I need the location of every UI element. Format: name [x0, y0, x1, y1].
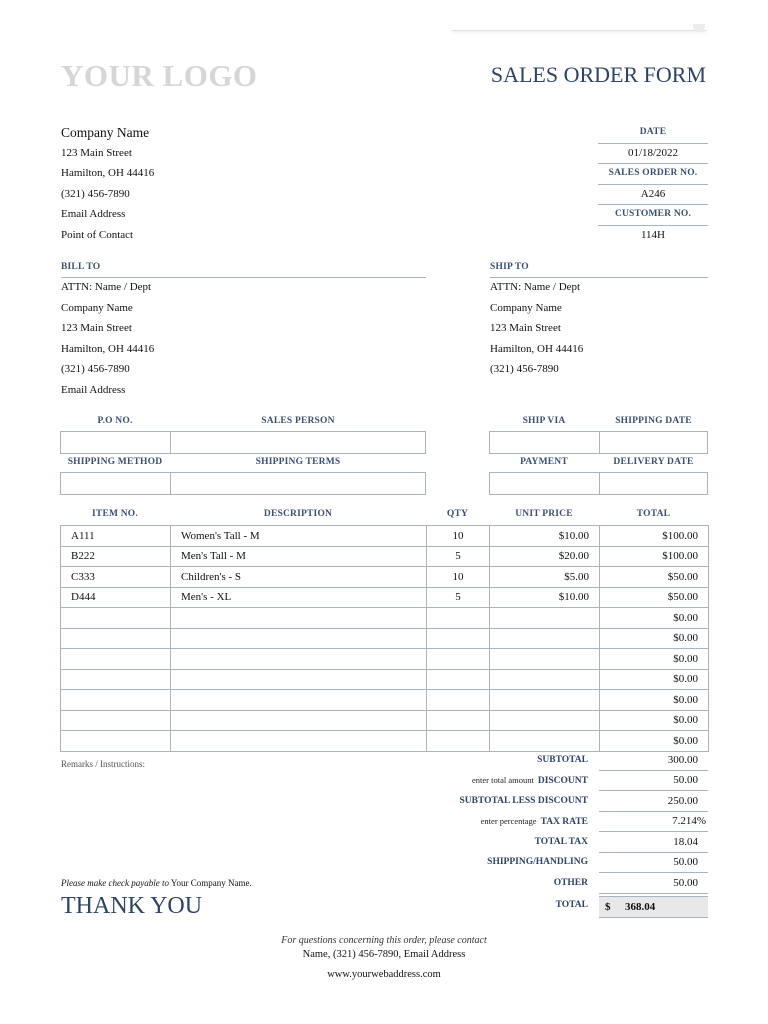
description-cell[interactable]: [171, 731, 427, 752]
item-no-cell[interactable]: [61, 628, 171, 649]
table-row: [61, 690, 709, 711]
summary-rule: [599, 811, 708, 812]
description-cell[interactable]: [171, 649, 427, 670]
unit-price-cell[interactable]: [490, 710, 600, 731]
po-no-label: P.O NO.: [97, 416, 133, 426]
questions-note: For questions concerning this order, please contact: [281, 935, 487, 946]
qty-cell[interactable]: [427, 731, 490, 752]
company-name: Company Name: [61, 125, 150, 140]
line-total-cell: $0.00: [600, 731, 709, 752]
subtotal-label: SUBTOTAL: [537, 755, 588, 765]
item-no-cell[interactable]: [61, 710, 171, 731]
payment-label: PAYMENT: [520, 457, 568, 467]
payable-note-line: [61, 878, 252, 888]
line-total-cell: $0.00: [600, 608, 709, 629]
item-no-cell[interactable]: [61, 690, 171, 711]
bill-to-rule: [61, 277, 426, 278]
description-cell[interactable]: Men's - XL: [171, 587, 427, 608]
table-row: [61, 731, 709, 752]
bill-to-label: BILL TO: [61, 262, 101, 272]
description-cell[interactable]: [171, 690, 427, 711]
discount-row: [380, 775, 588, 786]
bill-to-company: Company Name: [61, 302, 133, 314]
grand-total-label: TOTAL: [555, 900, 588, 910]
grand-total-value: 368.04: [625, 901, 656, 913]
shipping-handling-value[interactable]: 50.00: [673, 856, 698, 868]
description-cell[interactable]: [171, 710, 427, 731]
sales-person-field[interactable]: [170, 431, 426, 454]
qty-cell[interactable]: [427, 690, 490, 711]
unit-price-cell[interactable]: $10.00: [490, 526, 600, 547]
other-label: OTHER: [553, 878, 588, 888]
company-phone: (321) 456-7890: [61, 188, 130, 200]
discount-hint: enter total amount: [472, 775, 534, 785]
other-value[interactable]: 50.00: [673, 877, 698, 889]
sales-order-value[interactable]: A246: [640, 188, 666, 200]
qty-cell[interactable]: [427, 710, 490, 731]
shipping-method-label: SHIPPING METHOD: [67, 457, 163, 467]
bill-to-city: Hamilton, OH 44416: [61, 343, 155, 355]
total-tax-label: TOTAL TAX: [534, 837, 588, 847]
line-total-cell: $0.00: [600, 649, 709, 670]
sales-person-label: SALES PERSON: [261, 416, 335, 426]
customer-no-value[interactable]: 114H: [640, 229, 666, 241]
ship-to-attn: ATTN: Name / Dept: [490, 281, 581, 293]
remarks-label: Remarks / Instructions:: [61, 759, 145, 769]
company-email: Email Address: [61, 208, 126, 220]
description-cell[interactable]: Children's - S: [171, 567, 427, 588]
ship-to-rule: [490, 277, 708, 278]
thank-you-text: THANK YOU: [61, 893, 203, 919]
bill-to-email: Email Address: [61, 384, 126, 396]
ship-to-company: Company Name: [490, 302, 562, 314]
qty-cell[interactable]: [427, 608, 490, 629]
shipping-handling-label: SHIPPING/HANDLING: [487, 857, 588, 867]
summary-rule: [599, 790, 708, 791]
currency-symbol: $: [605, 901, 611, 913]
website-link[interactable]: www.yourwebaddress.com: [327, 969, 441, 980]
line-total-cell: $100.00: [600, 546, 709, 567]
unit-price-cell[interactable]: [490, 669, 600, 690]
company-street: 123 Main Street: [61, 147, 132, 159]
unit-price-cell[interactable]: [490, 731, 600, 752]
items-table: [60, 525, 709, 752]
shipping-date-field[interactable]: [599, 431, 708, 454]
bill-to-phone: (321) 456-7890: [61, 363, 130, 375]
qty-cell[interactable]: 5: [427, 546, 490, 567]
po-no-field[interactable]: [60, 431, 171, 454]
line-total-cell: $0.00: [600, 690, 709, 711]
summary-rule: [599, 872, 708, 873]
grand-total-box: [599, 896, 708, 918]
line-total-cell: $0.00: [600, 710, 709, 731]
line-total-cell: $0.00: [600, 669, 709, 690]
date-value-rule: [598, 163, 708, 164]
table-row: [61, 546, 709, 567]
description-cell[interactable]: [171, 628, 427, 649]
discount-value[interactable]: 50.00: [673, 774, 698, 786]
line-total-cell: $50.00: [600, 587, 709, 608]
qty-cell[interactable]: 5: [427, 587, 490, 608]
description-cell[interactable]: [171, 608, 427, 629]
line-total-cell: $50.00: [600, 567, 709, 588]
shipping-date-label: SHIPPING DATE: [615, 416, 692, 426]
description-cell[interactable]: [171, 669, 427, 690]
delivery-date-label: DELIVERY DATE: [613, 457, 694, 467]
summary-rule: [599, 893, 708, 894]
item-no-cell[interactable]: A111: [61, 526, 171, 547]
qty-cell[interactable]: 10: [427, 526, 490, 547]
top-bar: [452, 24, 706, 31]
company-city: Hamilton, OH 44416: [61, 167, 155, 179]
item-no-cell[interactable]: [61, 731, 171, 752]
ship-via-label: SHIP VIA: [522, 416, 566, 426]
item-no-cell[interactable]: [61, 608, 171, 629]
ship-via-field[interactable]: [489, 431, 600, 454]
discount-label: DISCOUNT: [537, 776, 588, 786]
description-cell[interactable]: Men's Tall - M: [171, 546, 427, 567]
bill-to-attn: ATTN: Name / Dept: [61, 281, 152, 293]
payable-note: Please make check payable to: [61, 878, 169, 888]
summary-rule: [599, 770, 708, 771]
total-header: TOTAL: [636, 509, 671, 519]
item-no-cell[interactable]: [61, 649, 171, 670]
table-row: [61, 567, 709, 588]
description-cell[interactable]: Women's Tall - M: [171, 526, 427, 547]
date-label: DATE: [639, 127, 667, 137]
ship-to-city: Hamilton, OH 44416: [490, 343, 584, 355]
table-row: [61, 628, 709, 649]
qty-cell[interactable]: [427, 649, 490, 670]
ship-to-street: 123 Main Street: [490, 322, 561, 334]
tax-rate-row: [380, 816, 588, 827]
table-row: [61, 649, 709, 670]
delivery-date-field[interactable]: [599, 472, 708, 495]
qty-cell[interactable]: [427, 669, 490, 690]
item-no-cell[interactable]: B222: [61, 546, 171, 567]
tax-rate-value[interactable]: 7.214%: [672, 815, 706, 827]
unit-price-cell[interactable]: [490, 608, 600, 629]
unit-price-cell[interactable]: $20.00: [490, 546, 600, 567]
sales-order-label: SALES ORDER NO.: [608, 168, 698, 178]
date-value[interactable]: 01/18/2022: [627, 147, 679, 159]
ship-to-label: SHIP TO: [490, 262, 529, 272]
unit-price-cell[interactable]: [490, 690, 600, 711]
item-no-header: ITEM NO.: [92, 509, 138, 519]
description-header: DESCRIPTION: [263, 509, 333, 519]
table-row: [61, 587, 709, 608]
ship-to-phone: (321) 456-7890: [490, 363, 559, 375]
subtotal-less-discount-value: 250.00: [667, 795, 698, 807]
unit-price-cell[interactable]: $5.00: [490, 567, 600, 588]
line-total-cell: $0.00: [600, 628, 709, 649]
qty-cell[interactable]: 10: [427, 567, 490, 588]
logo-placeholder: YOUR LOGO: [61, 58, 258, 93]
item-no-cell[interactable]: C333: [61, 567, 171, 588]
company-contact: Point of Contact: [61, 229, 134, 241]
summary-rule: [599, 831, 708, 832]
total-tax-value: 18.04: [673, 836, 698, 848]
contact-line: Name, (321) 456-7890, Email Address: [302, 949, 466, 960]
payment-field[interactable]: [489, 472, 600, 495]
tax-rate-hint: enter percentage: [480, 816, 537, 826]
date-rule: [598, 143, 708, 144]
subtotal-value: 300.00: [667, 754, 698, 766]
shipping-terms-label: SHIPPING TERMS: [255, 457, 341, 467]
subtotal-less-discount-label: SUBTOTAL LESS DISCOUNT: [459, 796, 588, 806]
table-row: [61, 526, 709, 547]
payable-name: Your Company Name.: [170, 878, 252, 888]
customer-no-label: CUSTOMER NO.: [614, 209, 692, 219]
line-total-cell: $100.00: [600, 526, 709, 547]
unit-price-header: UNIT PRICE: [515, 509, 573, 519]
item-no-cell[interactable]: [61, 669, 171, 690]
qty-header: QTY: [446, 509, 469, 519]
order-value-rule: [598, 204, 708, 205]
table-row: [61, 608, 709, 629]
table-row: [61, 669, 709, 690]
shipping-method-field[interactable]: [60, 472, 171, 495]
table-row: [61, 710, 709, 731]
order-rule: [598, 184, 708, 185]
unit-price-cell[interactable]: $10.00: [490, 587, 600, 608]
unit-price-cell[interactable]: [490, 628, 600, 649]
item-no-cell[interactable]: D444: [61, 587, 171, 608]
unit-price-cell[interactable]: [490, 649, 600, 670]
customer-rule: [598, 225, 708, 226]
form-title: SALES ORDER FORM: [490, 62, 706, 87]
qty-cell[interactable]: [427, 628, 490, 649]
shipping-terms-field[interactable]: [170, 472, 426, 495]
tax-rate-label: TAX RATE: [540, 817, 588, 827]
bill-to-street: 123 Main Street: [61, 322, 132, 334]
summary-rule: [599, 852, 708, 853]
